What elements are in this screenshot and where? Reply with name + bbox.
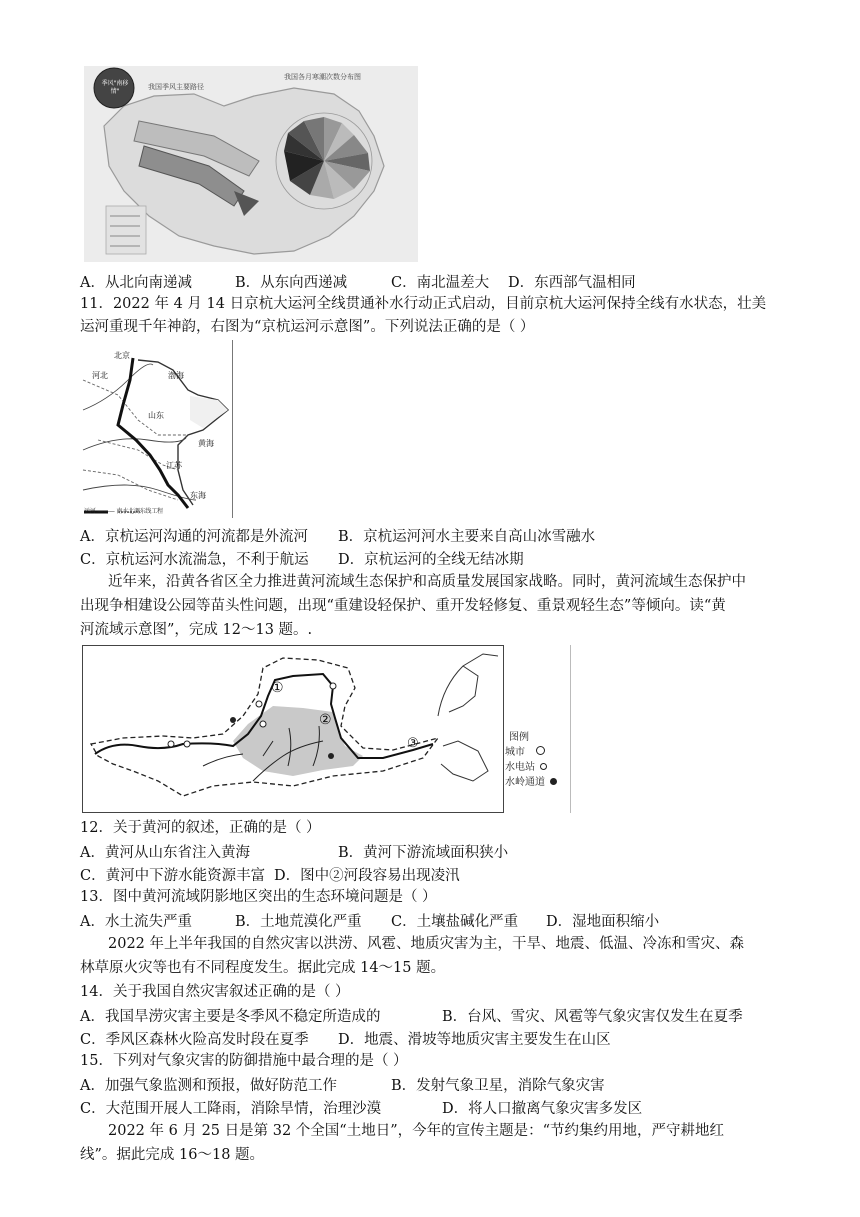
legend-hydro (505, 760, 575, 775)
basin-mark-2: ② (319, 712, 332, 728)
q12-options-row1 (80, 841, 780, 863)
passage1-line2: 出现争相建设公园等苗头性问题，出现“重建设轻保护、重开发轻修复、重景观轻生态”等倾向。读“黄 (80, 598, 726, 614)
legend-city-label: 城市 (505, 747, 525, 758)
q11-options-row1 (80, 525, 780, 547)
q14-option-c[interactable]: C．季风区森林火险高发时段在夏季 (80, 1032, 309, 1048)
q11-stem-line1: 11．2022 年 4 月 14 日京杭大运河全线贯通补水行动正式启动，目前京杭大运河保持全线有水状态，壮美 (80, 296, 767, 312)
q13-option-d[interactable]: D．湿地面积缩小 (546, 914, 660, 930)
q14-option-a[interactable]: A．我国旱涝灾害主要是冬季风不稳定所造成的 (80, 1009, 381, 1025)
q14-stem: 14．关于我国自然灾害叙述正确的是（ ） (80, 984, 350, 1000)
q12-stem: 12．关于黄河的叙述，正确的是（ ） (80, 820, 321, 836)
label-shandong: 山东 (148, 411, 164, 420)
q15-options-row2 (80, 1097, 800, 1119)
monsoon-cold-wave-figure (84, 66, 418, 262)
fig3-right-border (570, 645, 571, 813)
q13-option-a[interactable]: A．水土流失严重 (80, 914, 192, 930)
legend-gorge-label: 水岭通道 (505, 777, 545, 788)
q15-option-a[interactable]: A．加强气象监测和预报，做好防范工作 (80, 1078, 337, 1094)
label-hebei: 河北 (92, 371, 108, 380)
q13-stem: 13．图中黄河流域阴影地区突出的生态环境问题是（ ） (80, 889, 437, 905)
q10-options (80, 271, 780, 293)
fig3-legend (505, 730, 575, 790)
q12-option-c[interactable]: C．黄河中下游水能资源丰富 (80, 868, 266, 884)
q15-option-c[interactable]: C．大范围开展人工降雨，消除旱情，治理沙漠 (80, 1101, 382, 1117)
monsoon-map-graphic (84, 66, 418, 262)
q11-option-d[interactable]: D．京杭运河的全线无结冰期 (338, 552, 524, 568)
q14-option-d[interactable]: D．地震、滑坡等地质灾害主要发生在山区 (338, 1032, 611, 1048)
q13-option-b[interactable]: B．土地荒漠化严重 (235, 914, 362, 930)
q12-options-row2 (80, 864, 780, 886)
legend-gorge (505, 775, 575, 790)
city-marker-icon (536, 746, 545, 755)
passage3-line1: 2022 年 6 月 25 日是第 32 个全国“土地日”，今年的宣传主题是：“节约集约用地，严守耕地红 (108, 1123, 725, 1139)
q10-option-b[interactable]: B．从东向西递减 (235, 275, 348, 291)
label-bohai: 渤海 (168, 371, 184, 380)
hydro-marker-icon (540, 763, 547, 770)
q15-options-row1 (80, 1074, 800, 1096)
label-jiangsu: 江苏 (166, 461, 182, 470)
q12-option-d[interactable]: D．图中②河段容易出现凌汛 (274, 868, 460, 884)
passage1-line1: 近年来，沿黄各省区全力推进黄河流域生态保护和高质量发展国家战略。同时，黄河流域生态保护中 (108, 574, 746, 590)
passage2-line2: 林草原火灾等也有不同程度发生。据此完成 14～15 题。 (80, 960, 446, 976)
gorge-marker-icon (550, 778, 557, 785)
fig1-right-title: 我国各月寒潮次数分布图 (284, 73, 361, 81)
q13-options (80, 910, 780, 932)
fig1-left-title: 我国季风主要路径 (148, 83, 204, 91)
q14-options-row1 (80, 1005, 800, 1027)
q12-option-b[interactable]: B．黄河下游流域面积狭小 (338, 845, 509, 861)
q15-option-b[interactable]: B．发射气象卫星，消除气象灾害 (391, 1078, 605, 1094)
grand-canal-figure (78, 340, 233, 518)
yellow-river-basin-figure (82, 645, 504, 813)
q11-options-row2 (80, 548, 780, 570)
q10-option-a[interactable]: A．从北向南递减 (80, 275, 192, 291)
q11-stem-line2: 运河重现千年神韵，右图为“京杭运河示意图”。下列说法正确的是（ ） (80, 319, 535, 335)
q11-option-b[interactable]: B．京杭运河河水主要来自高山冰雪融水 (338, 529, 596, 545)
label-huanghai: 黄海 (198, 439, 214, 448)
q10-option-c[interactable]: C．南北温差大 (391, 275, 490, 291)
label-beijing: 北京 (114, 351, 130, 360)
q15-option-d[interactable]: D．将人口撤离气象灾害多发区 (442, 1101, 643, 1117)
q14-options-row2 (80, 1028, 800, 1050)
basin-mark-3: ③ (407, 736, 419, 751)
q12-option-a[interactable]: A．黄河从山东省注入黄海 (80, 845, 250, 861)
grand-canal-map-graphic (78, 340, 232, 518)
passage2-line1: 2022 年上半年我国的自然灾害以洪涝、风雹、地质灾害为主，干旱、地震、低温、冷冻和雪灾、森 (108, 936, 745, 952)
basin-mark-1: ① (271, 680, 284, 696)
q15-stem: 15．下列对气象灾害的防御措施中最合理的是（ ） (80, 1053, 408, 1069)
legend-hydro-label: 水电站 (505, 762, 535, 773)
q10-option-d[interactable]: D．东西部气温相同 (508, 275, 636, 291)
label-donghai: 东海 (190, 491, 206, 500)
legend-city (505, 745, 575, 760)
q13-option-c[interactable]: C．土壤盐碱化严重 (391, 914, 519, 930)
passage3-line2: 线”。据此完成 16～18 题。 (80, 1147, 265, 1163)
fig2-legend: 运河 ——— 南水北调东线工程 (84, 508, 163, 515)
q11-option-a[interactable]: A．京杭运河沟通的河流都是外流河 (80, 529, 308, 545)
yellow-river-map-graphic (83, 646, 503, 812)
q11-option-c[interactable]: C．京杭运河水流湍急，不利于航运 (80, 552, 309, 568)
passage1-line3: 河流域示意图”，完成 12～13 题。. (80, 622, 313, 638)
fig1-badge: 季风"南移情" (101, 80, 129, 95)
q14-option-b[interactable]: B．台风、雪灾、风雹等气象灾害仅发生在夏季 (442, 1009, 743, 1025)
legend-title: 图例 (509, 732, 529, 743)
